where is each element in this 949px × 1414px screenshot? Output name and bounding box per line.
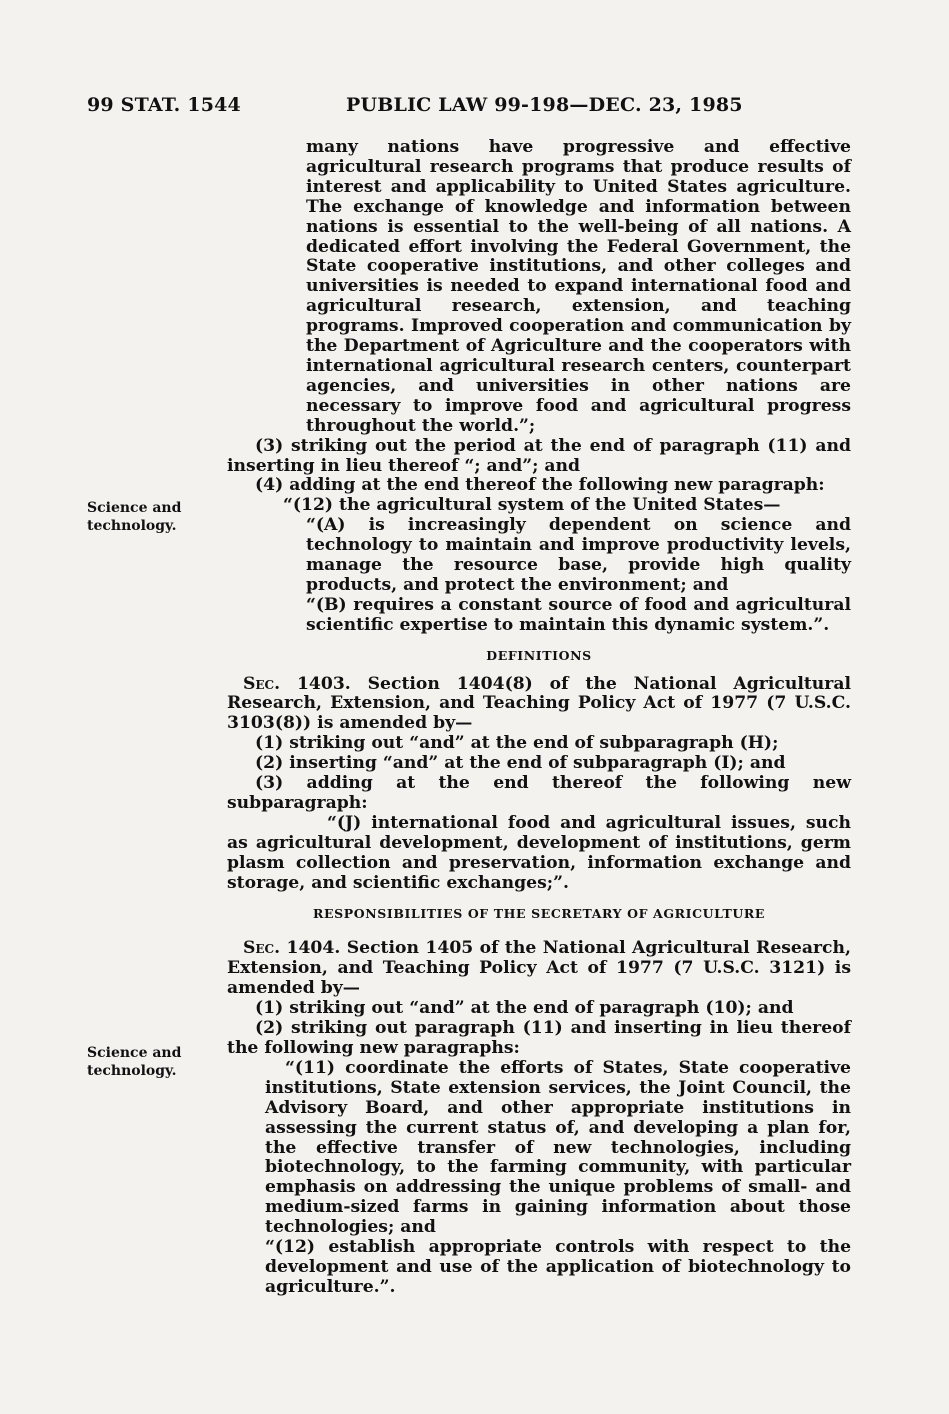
section-label: Sec. (243, 673, 281, 694)
margin-note-science-technology-1: Science and technology. (87, 500, 182, 534)
amendment-1404-item-1: (1) striking out “and” at the end of paragraph (10); and (255, 998, 794, 1019)
amendment-item-3: (3) striking out the period at the end of paragraph (11) and inserting in lieu thereof “; and”; and (227, 435, 851, 476)
new-subparagraph-j: “(J) international food and agricultural issues, such as agricultural development, development of institutions, germ plasm collection and preservation, information exchange and storage, and scientific exchanges;”. (227, 812, 851, 893)
subparagraph-a (227, 516, 851, 596)
paragraph-international-cooperation: many nations have progressive and effective agricultural research programs that produce results of interest and applicability to United States agriculture. The exchange of knowledge and information between nations is essential to the well-being of all nations. A dedicated effort involving the Federal Government, the State cooperative institutions, and other colleges and universities is needed to expand international food and agricultural research, extension, and teaching programs. Improved cooperation and communication by the Department of Agriculture and the cooperators with international agricultural research centers, counterpart agencies, and universities in other nations are necessary to improve food and agricultural progress throughout the world.”; (306, 137, 851, 436)
statute-body (227, 138, 851, 1298)
new-paragraph-11: “(11) coordinate the efforts of States, State cooperative institutions, State extension services, the Joint Council, the Advisory Board, and other appropriate institutions in assessing the current status of, and developing a plan for, the effective transfer of new technologies, including biotechnology, to the farming community, with particular emphasis on addressing the unique problems of small- and medium-sized farms in gaining information about those technologies; and (265, 1057, 851, 1238)
heading-definitions: DEFINITIONS (486, 647, 592, 663)
section-1403-text: 1403. Section 1404(8) of the National Agricultural Research, Extension, and Teaching Policy Act of 1977 (7 U.S.C. 3103(8)) is amended by— (227, 673, 852, 734)
section-1404 (227, 939, 851, 999)
new-paragraph-12: “(12) the agricultural system of the United States— (283, 495, 781, 516)
margin-note-science-technology-2: Science and technology. (87, 1045, 182, 1079)
page-reference: 99 STAT. 1544 (87, 94, 241, 116)
subparagraph-b: “(B) requires a constant source of food and agricultural scientific expertise to maintain this dynamic system.”. (306, 594, 851, 635)
subparagraph-a-text: “(A) is increasingly dependent on science and technology to maintain and improve productivity levels, manage the resource base, provide high quality products, and protect the environment; and (306, 515, 851, 595)
amendment-1403-item-2: (2) inserting “and” at the end of subparagraph (I); and (255, 753, 786, 774)
section-1403 (227, 675, 851, 735)
new-paragraph-12-biotech: “(12) establish appropriate controls with respect to the development and use of the application of biotechnology to agriculture.”. (265, 1237, 851, 1297)
law-title: PUBLIC LAW 99-198—DEC. 23, 1985 (346, 94, 743, 116)
amendment-1404-item-2: (2) striking out paragraph (11) and inserting in lieu thereof the following new paragraphs: (227, 1018, 851, 1058)
amendment-1403-item-3: (3) adding at the end thereof the following new subparagraph: (227, 773, 851, 813)
amendment-1403-item-1: (1) striking out “and” at the end of subparagraph (H); (255, 733, 779, 754)
heading-responsibilities: RESPONSIBILITIES OF THE SECRETARY OF AGRICULTURE (312, 905, 766, 921)
section-label: Sec. (243, 938, 281, 959)
amendment-item-4: (4) adding at the end thereof the following new paragraph: (255, 475, 825, 496)
section-1404-text: 1404. Section 1405 of the National Agricultural Research, Extension, and Teaching Policy Act of 1977 (7 U.S.C. 3121) is amended by— (227, 938, 852, 999)
